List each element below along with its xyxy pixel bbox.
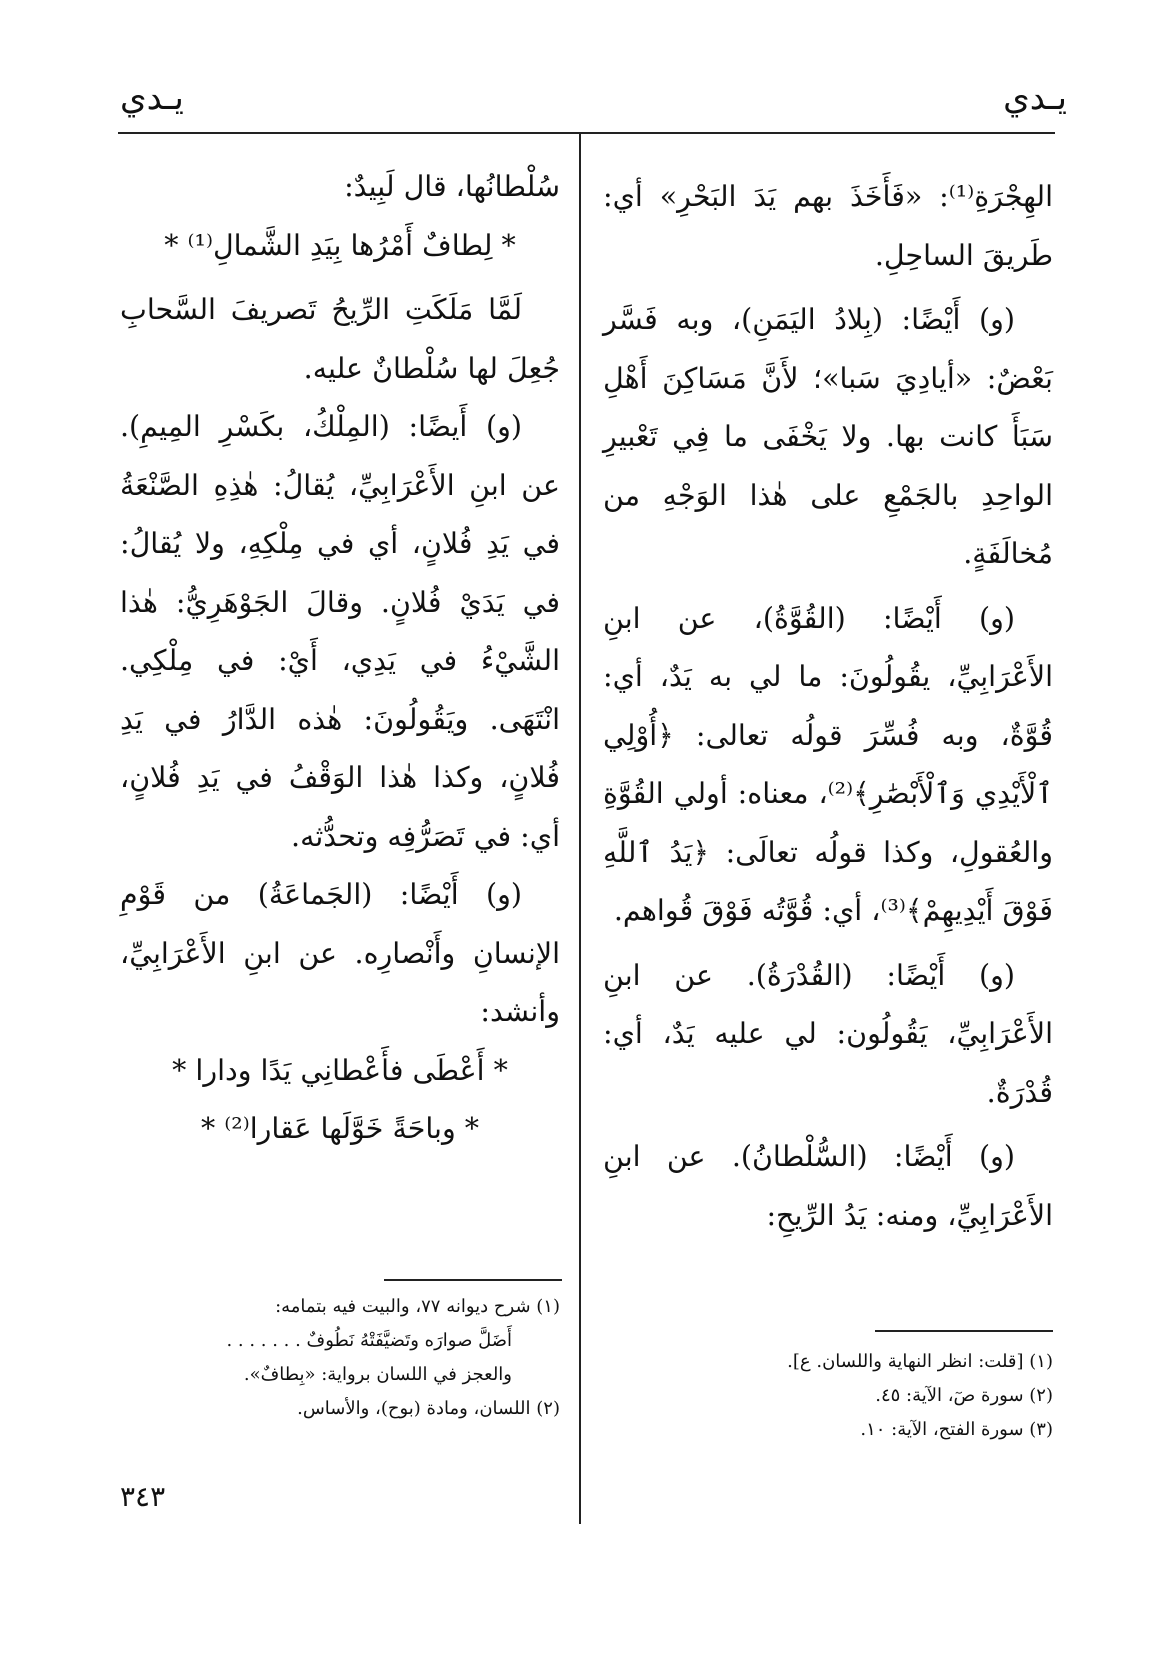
paragraph: (و) أَيْضًا: (الجَماعَةُ) من قَوْمِ الإنسانِ وأَنْصارِه. عن ابنِ الأَعْرَابِيِّ، وأنشد: [120, 878, 560, 1028]
paragraph: الهِجْرَةِ⁽¹⁾: «فَأَخَذَ بهم يَدَ البَحْرِ» أي: طَريقَ الساحِلِ. [603, 180, 1053, 272]
footnote-note: والعجز في اللسان برواية: «بِطافٌ». [243, 1364, 512, 1385]
paragraph: (و) أَيضًا: (المِلْكُ، بكَسْرِ المِيمِ). عن ابنِ الأَعْرَابِيِّ، يُقالُ: هٰذِهِ الصَّنْعَةُ في يَدِ فُلانٍ، أي في مِلْكِهِ، ولا يُقالُ: في يَدَيْ فُلانٍ. وقالَ الجَوْهَرِيُّ: هٰذا الشَّيْءُ في يَدِي، أَيْ: في مِلْكِي. انْتَهَى. ويَقُولُونَ: هٰذه الدَّارُ في يَدِ فُلانٍ، وكذا هٰذا الوَقْفُ في يَدِ فُلانٍ، أي: في تَصَرُّفِه وتحدُّثه. [120, 410, 560, 853]
footnotes-left [120, 1290, 560, 1426]
footnote: (١) [قلت: انظر النهاية واللسان. ع]. [787, 1351, 1053, 1372]
column-divider [579, 134, 581, 1524]
footnote-rule-left [384, 1279, 562, 1281]
footnote-verse: أَضَلَّ صوارَه وتَضيَّفَتْهُ نَطُوفٌ . . . . . . . [226, 1330, 512, 1351]
paragraph: (و) أَيْضًا: (السُّلْطانُ). عن ابنِ الأَعْرَابِيِّ، ومنه: يَدُ الرِّيحِ: [603, 1140, 1053, 1232]
left-column [120, 158, 560, 1159]
paragraph: سُلْطانُها، قال لَبِيدٌ: [344, 170, 560, 203]
running-head-right: يـدي [1003, 78, 1067, 118]
verse-line: * وباحَةً خَوَّلَها عَقارا⁽²⁾ * [200, 1112, 480, 1145]
verse-line: * لِطافٌ أَمْرُها بِيَدِ الشَّمالِ⁽¹⁾ * [164, 228, 516, 262]
footnote: (٢) سورة صٓ، الآية: ٤٥. [875, 1385, 1053, 1406]
footnote: (٢) اللسان، ومادة (بوح)، والأساس. [297, 1398, 560, 1419]
right-column [603, 168, 1053, 1245]
paragraph: لَمَّا مَلَكَتِ الرِّيحُ تَصريفَ السَّحابِ جُعِلَ لها سُلْطانٌ عليه. [120, 293, 560, 385]
page-number: ٣٤٣ [120, 1480, 166, 1513]
running-head-left: يـدي [120, 78, 184, 118]
verse-line: * أَعْطَى فأَعْطانِي يَدًا ودارا * [172, 1053, 508, 1087]
footnote-rule-right [875, 1330, 1053, 1332]
footnote: (٣) سورة الفتح، الآية: ١٠. [860, 1419, 1053, 1440]
footnotes-right [603, 1345, 1053, 1447]
footnote: (١) شرح ديوانه ٧٧، والبيت فيه بتمامه: [275, 1296, 560, 1317]
paragraph: (و) أَيْضًا: (القُوَّةُ)، عن ابنِ الأَعْرَابِيِّ، يقُولُونَ: ما لي به يَدٌ، أي: قُوَّةٌ، وبه فُسِّرَ قولُه تعالى: ﴿أُوْلِي ٱلْأَيْدِي وَٱلْأَبْصَٰرِ﴾⁽²⁾، معناه: أولي القُوَّةِ والعُقولِ، وكذا قولُه تعالَى: ﴿يَدُ ٱللَّهِ فَوْقَ أَيْدِيهِمْ﴾⁽³⁾، أي: قُوَّتُه فَوْقَ قُواهم. [603, 601, 1053, 927]
header-rule [118, 132, 1055, 134]
paragraph: (و) أَيْضًا: (القُدْرَةُ). عن ابنِ الأَعْرَابِيِّ، يَقُولُون: لي عليه يَدٌ، أي: قُدْرَةٌ. [603, 958, 1053, 1109]
paragraph: (و) أَيْضًا: (بِلادُ اليَمَنِ)، وبه فَسَّر بَعْضٌ: «أيادِيَ سَبا»؛ لأَنَّ مَسَاكِنَ أَهْلِ سَبَأَ كانت بها. ولا يَخْفَى ما فِي تَعْبيرِ الواحِدِ بالجَمْعِ على هٰذا الوَجْهِ من مُخالَفَةٍ. [603, 303, 1053, 570]
